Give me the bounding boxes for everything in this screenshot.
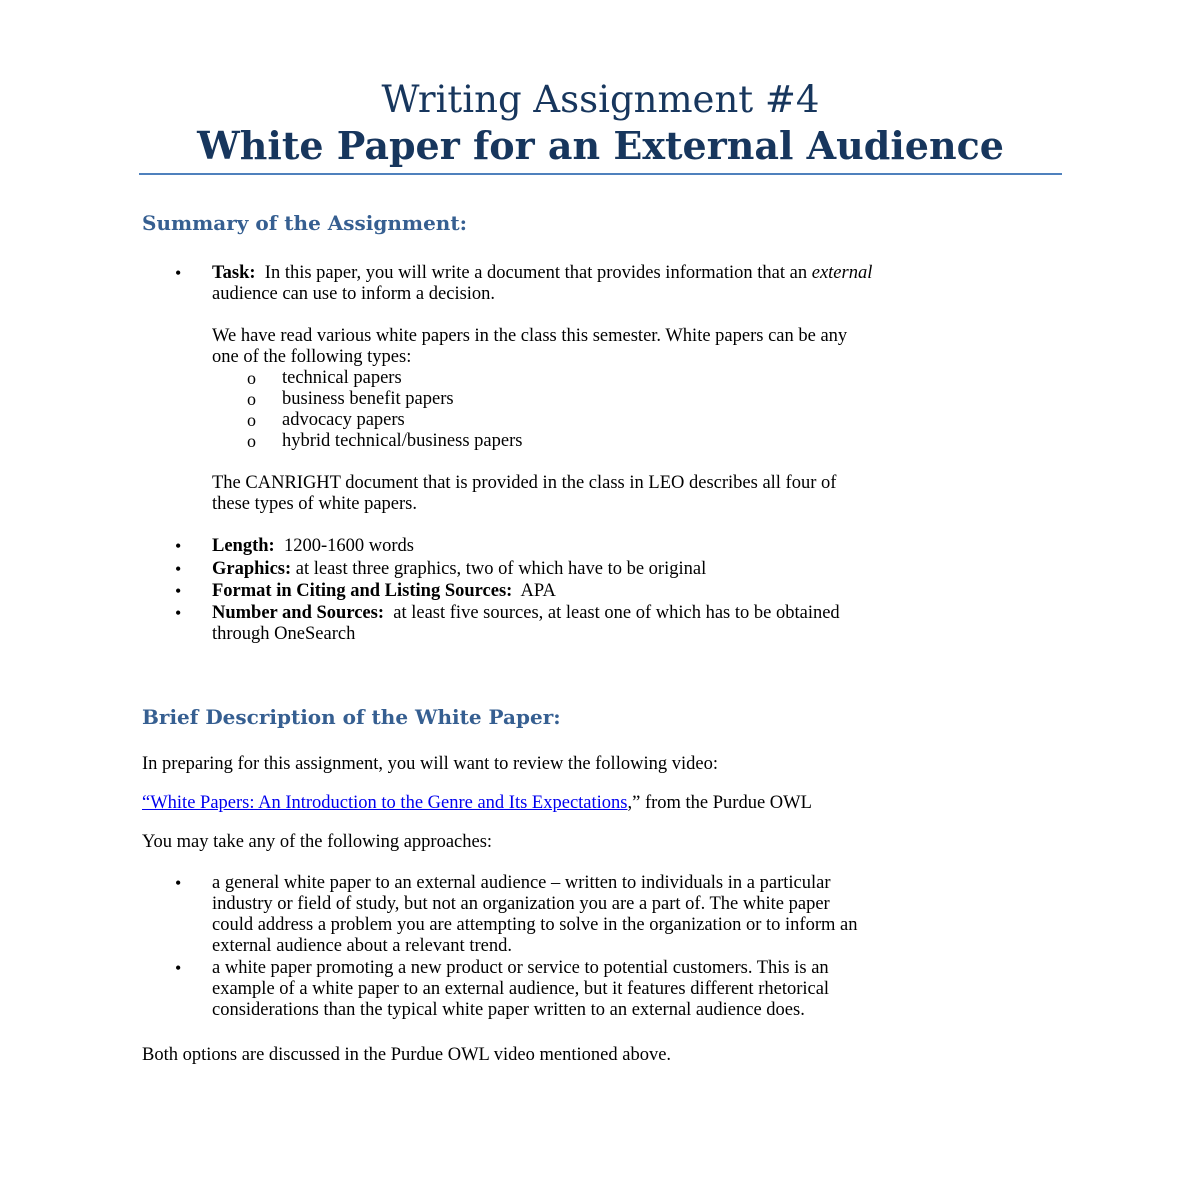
type-item: business benefit papers [282,389,454,409]
task-line-2: audience can use to inform a decision. [212,284,496,304]
approach-1-line: could address a problem you are attempting to solve in the organization or to inform an [212,915,858,935]
closing-line: Both options are discussed in the Purdue OWL video mentioned above. [142,1045,672,1065]
title-underline-rule [139,173,1062,175]
video-source: ,” from the Purdue OWL [627,793,812,813]
description-intro: In preparing for this assignment, you will want to review the following video: [142,754,718,774]
approach-1-line: external audience about a relevant trend. [212,936,512,956]
length-value: 1200-1600 words [283,536,414,556]
bullet-icon: • [175,873,182,893]
bullet-icon: • [175,536,182,556]
task-emphasis: external [811,263,873,283]
approach-2-line: example of a white paper to an external audience, but it features different rhetorical [212,979,830,999]
format-label: Format in Citing and Listing Sources: [212,581,513,601]
approach-2-line: considerations than the typical white paper written to an external audience does. [212,1000,805,1020]
types-intro-line-2: one of the following types: [212,347,412,367]
video-reference [142,793,812,814]
sources-line-2: through OneSearch [212,624,356,644]
task-text: In this paper, you will write a document that provides information that an [264,263,812,283]
circle-bullet-icon: o [247,410,256,430]
types-intro-line-1: We have read various white papers in the class this semester. White papers can be any [212,326,848,346]
title-line-1: Writing Assignment #4 [381,78,820,121]
bullet-icon: • [175,559,182,579]
approach-2-line: a white paper promoting a new product or service to potential customers. This is an [212,958,829,978]
approach-1-line: a general white paper to an external audience – written to individuals in a particular [212,873,831,893]
length-line [212,536,414,557]
length-label: Length: [212,536,275,556]
graphics-label: Graphics: [212,559,292,579]
type-item: advocacy papers [282,410,405,430]
type-item: hybrid technical/business papers [282,431,523,451]
format-value: APA [520,581,556,601]
bullet-icon: • [175,581,182,601]
description-heading: Brief Description of the White Paper: [142,705,561,729]
circle-bullet-icon: o [247,368,256,388]
type-item: technical papers [282,368,402,388]
bullet-icon: • [175,263,182,283]
title-line-2: White Paper for an External Audience [197,123,1004,168]
approach-1-line: industry or field of study, but not an organization you are a part of. The white paper [212,894,830,914]
format-line [212,581,556,602]
sources-label: Number and Sources: [212,603,385,623]
video-link[interactable]: “White Papers: An Introduction to the Genre and Its Expectations [142,793,628,813]
document-title [139,78,1062,170]
sources-line-1 [212,603,840,624]
approaches-intro: You may take any of the following approaches: [142,832,493,852]
canright-line-2: these types of white papers. [212,494,417,514]
bullet-icon: • [175,958,182,978]
circle-bullet-icon: o [247,389,256,409]
task-label: Task: [212,263,256,283]
circle-bullet-icon: o [247,431,256,451]
task-line-1 [212,263,872,284]
summary-heading: Summary of the Assignment: [142,211,467,235]
canright-line-1: The CANRIGHT document that is provided in the class in LEO describes all four of [212,473,837,493]
bullet-icon: • [175,603,182,623]
sources-value: at least five sources, at least one of which has to be obtained [393,603,840,623]
graphics-value: at least three graphics, two of which have to be original [295,559,707,579]
graphics-line [212,559,706,580]
